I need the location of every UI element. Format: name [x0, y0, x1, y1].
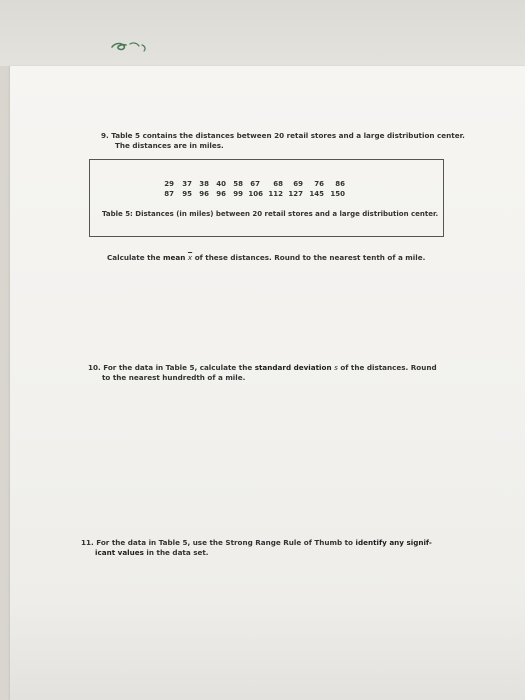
keyword-identify: identify any signif-: [355, 538, 432, 547]
x-bar-symbol: $\overline{x}$: [187, 253, 193, 262]
question-11: [81, 538, 432, 558]
keyword-significant-values: icant values: [95, 548, 144, 557]
question-9-number: 9.: [101, 131, 109, 140]
table-cell: 112: [268, 190, 283, 198]
keyword-standard-deviation: standard deviation: [254, 363, 332, 372]
pen-mark-icon: [108, 38, 152, 54]
keyword-mean: mean: [163, 253, 186, 262]
table-cell: 40: [216, 180, 226, 188]
table-cell: 96: [216, 190, 226, 198]
table-cell: 67: [250, 180, 260, 188]
table-5-caption: Table 5: Distances (in miles) between 20 retail stores and a large distribution center.: [102, 210, 439, 218]
question-9-line-1: Table 5 contains the distances between 20 retail stores and a large distribution center.: [111, 131, 465, 140]
question-11-text: For the data in Table 5, use the Strong Range Rule of Thumb to: [96, 538, 353, 547]
question-10-line-2: to the nearest hundredth of a mile.: [102, 373, 246, 382]
table-5-row-2: [164, 190, 345, 198]
question-10-text: For the data in Table 5, calculate the: [103, 363, 253, 372]
table-cell: 76: [314, 180, 324, 188]
s-symbol: s: [334, 363, 338, 372]
table-cell: 69: [293, 180, 303, 188]
table-cell: 86: [335, 180, 345, 188]
table-cell: 29: [164, 180, 174, 188]
table-5: [89, 159, 444, 237]
question-10-text: of the distances. Round: [340, 363, 437, 372]
table-cell: 127: [288, 190, 303, 198]
table-cell: 150: [330, 190, 345, 198]
table-cell: 145: [309, 190, 324, 198]
question-9-task: [107, 253, 425, 263]
table-cell: 87: [164, 190, 174, 198]
desk-background: [0, 0, 525, 66]
table-cell: 99: [233, 190, 243, 198]
table-cell: 38: [199, 180, 209, 188]
table-cell: 106: [248, 190, 263, 198]
table-cell: 37: [182, 180, 192, 188]
page-shadow: [10, 600, 525, 700]
table-5-row-1: [164, 180, 345, 188]
table-cell: 68: [273, 180, 283, 188]
table-cell: 58: [233, 180, 243, 188]
question-11-text: in the data set.: [146, 548, 209, 557]
question-9: [101, 131, 465, 151]
question-10-number: 10.: [88, 363, 101, 372]
question-11-number: 11.: [81, 538, 94, 547]
table-cell: 95: [182, 190, 192, 198]
question-10: [88, 363, 437, 383]
table-cell: 96: [199, 190, 209, 198]
question-9-line-2: The distances are in miles.: [115, 141, 224, 150]
task-text: Calculate the: [107, 253, 161, 262]
task-text: of these distances. Round to the nearest tenth of a mile.: [194, 253, 426, 262]
